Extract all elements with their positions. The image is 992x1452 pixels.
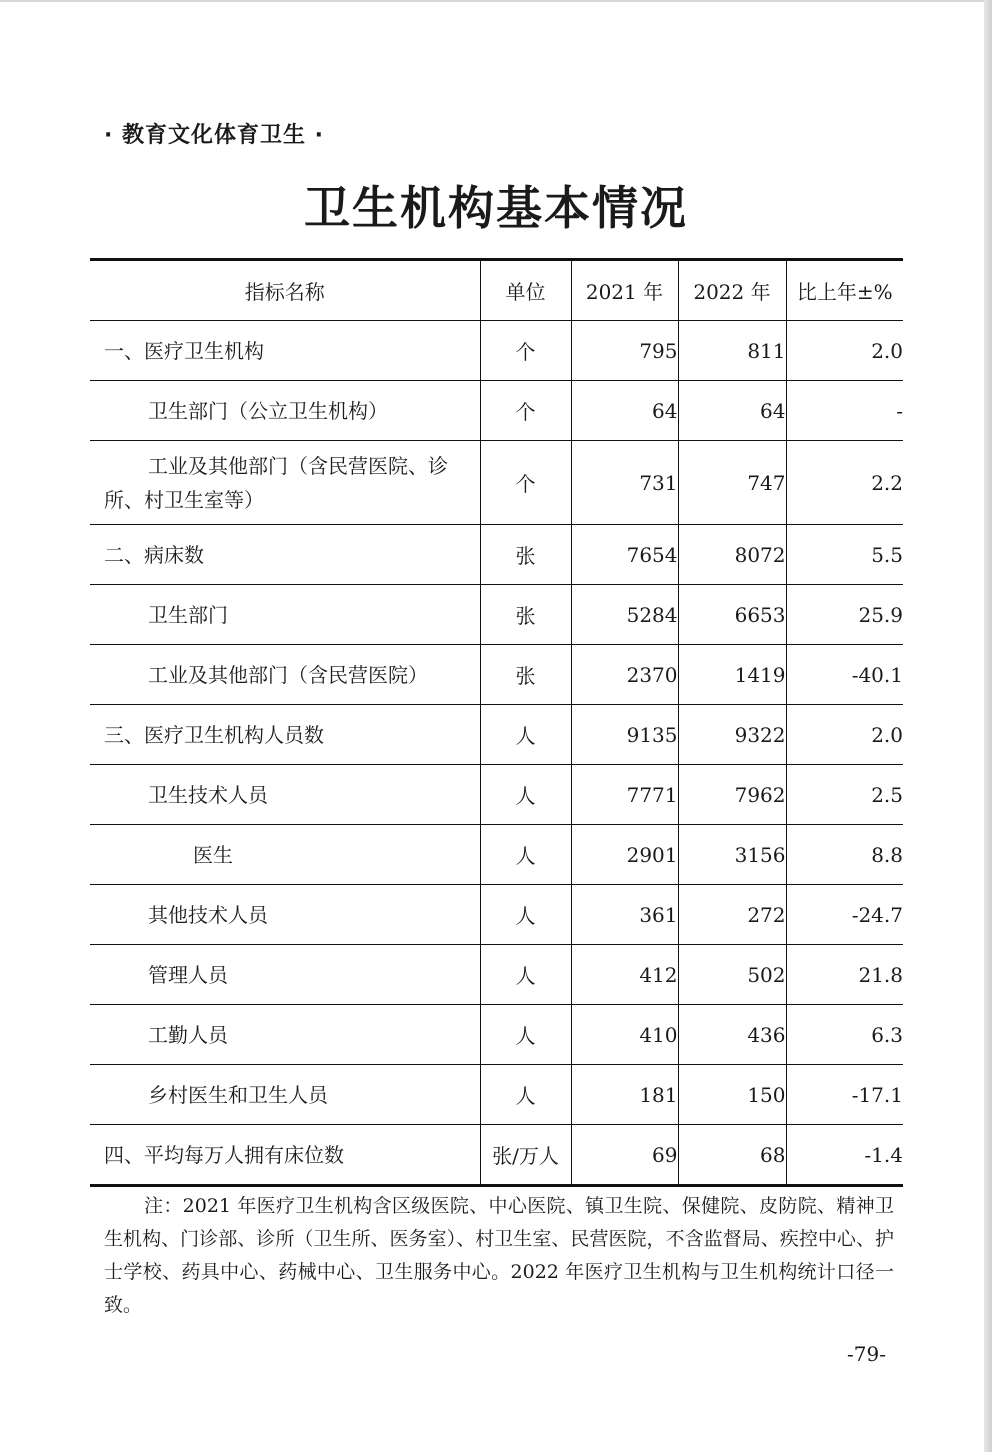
row-name: 管理人员 xyxy=(90,945,480,1005)
row-name: 卫生部门 xyxy=(90,585,480,645)
row-change: 2.0 xyxy=(786,321,903,381)
row-2021: 412 xyxy=(571,945,678,1005)
row-change: 25.9 xyxy=(786,585,903,645)
row-name: 四、平均每万人拥有床位数 xyxy=(90,1125,480,1186)
row-name: 工勤人员 xyxy=(90,1005,480,1065)
table-row xyxy=(90,1005,903,1065)
row-2022: 68 xyxy=(678,1125,786,1186)
table-row xyxy=(90,885,903,945)
row-unit: 个 xyxy=(480,381,571,441)
table-row xyxy=(90,441,903,525)
row-unit: 人 xyxy=(480,765,571,825)
row-name: 工业及其他部门（含民营医院） xyxy=(90,645,480,705)
row-change: 2.0 xyxy=(786,705,903,765)
page-title: 卫生机构基本情况 xyxy=(304,181,688,235)
header-change: 比上年±% xyxy=(786,260,903,321)
row-2021: 731 xyxy=(571,441,678,525)
row-unit: 张 xyxy=(480,585,571,645)
row-change: -24.7 xyxy=(786,885,903,945)
page-number: -79- xyxy=(847,1342,886,1366)
row-2021: 2370 xyxy=(571,645,678,705)
row-unit: 个 xyxy=(480,441,571,525)
row-unit: 人 xyxy=(480,1005,571,1065)
table-row xyxy=(90,705,903,765)
header-indicator: 指标名称 xyxy=(90,260,480,321)
header-2022: 2022 年 xyxy=(678,260,786,321)
row-2021: 2901 xyxy=(571,825,678,885)
row-2022: 7962 xyxy=(678,765,786,825)
row-unit: 人 xyxy=(480,885,571,945)
table-row xyxy=(90,585,903,645)
row-2022: 272 xyxy=(678,885,786,945)
row-unit: 个 xyxy=(480,321,571,381)
row-2021: 7654 xyxy=(571,525,678,585)
row-name: 卫生技术人员 xyxy=(90,765,480,825)
row-change: -40.1 xyxy=(786,645,903,705)
row-name: 乡村医生和卫生人员 xyxy=(90,1065,480,1125)
table-row xyxy=(90,321,903,381)
row-2022: 150 xyxy=(678,1065,786,1125)
row-name: 工业及其他部门（含民营医院、诊所、村卫生室等） xyxy=(90,441,480,525)
row-2022: 64 xyxy=(678,381,786,441)
table-row xyxy=(90,825,903,885)
row-unit: 人 xyxy=(480,945,571,1005)
table-row xyxy=(90,945,903,1005)
table-row xyxy=(90,381,903,441)
section-header: · 教育文化体育卫生 · xyxy=(104,123,325,148)
row-name: 其他技术人员 xyxy=(90,885,480,945)
row-2022: 811 xyxy=(678,321,786,381)
row-change: 21.8 xyxy=(786,945,903,1005)
row-name: 卫生部门（公立卫生机构） xyxy=(90,381,480,441)
row-2022: 1419 xyxy=(678,645,786,705)
row-2021: 5284 xyxy=(571,585,678,645)
row-change: 2.2 xyxy=(786,441,903,525)
row-2021: 410 xyxy=(571,1005,678,1065)
row-2022: 9322 xyxy=(678,705,786,765)
row-2022: 747 xyxy=(678,441,786,525)
row-2021: 69 xyxy=(571,1125,678,1186)
row-unit: 人 xyxy=(480,705,571,765)
row-unit: 人 xyxy=(480,1065,571,1125)
table-header-row xyxy=(90,260,903,321)
row-2021: 7771 xyxy=(571,765,678,825)
row-2022: 8072 xyxy=(678,525,786,585)
row-unit: 张/万人 xyxy=(480,1125,571,1186)
table-footnote: 注：2021 年医疗卫生机构含区级医院、中心医院、镇卫生院、保健院、皮防院、精神卫生机构、门诊部、诊所（卫生所、医务室）、村卫生室、民营医院，不含监督局、疾控中心、护士学校、药具中心、药械中心、卫生服务中心。2022 年医疗卫生机构与卫生机构统计口径一致。 xyxy=(104,1195,894,1316)
row-change: -1.4 xyxy=(786,1125,903,1186)
table-row xyxy=(90,525,903,585)
row-change: -17.1 xyxy=(786,1065,903,1125)
row-unit: 张 xyxy=(480,645,571,705)
row-change: 5.5 xyxy=(786,525,903,585)
row-change: 8.8 xyxy=(786,825,903,885)
header-2021: 2021 年 xyxy=(571,260,678,321)
row-2022: 3156 xyxy=(678,825,786,885)
row-change: - xyxy=(786,381,903,441)
table-row xyxy=(90,645,903,705)
table-row xyxy=(90,765,903,825)
row-name: 一、医疗卫生机构 xyxy=(90,321,480,381)
row-unit: 张 xyxy=(480,525,571,585)
row-change: 2.5 xyxy=(786,765,903,825)
row-2022: 6653 xyxy=(678,585,786,645)
row-2021: 361 xyxy=(571,885,678,945)
health-institutions-table xyxy=(90,258,903,1187)
row-2021: 9135 xyxy=(571,705,678,765)
row-2022: 436 xyxy=(678,1005,786,1065)
page-top-edge xyxy=(0,0,992,2)
row-name: 三、医疗卫生机构人员数 xyxy=(90,705,480,765)
row-2021: 181 xyxy=(571,1065,678,1125)
row-name: 二、病床数 xyxy=(90,525,480,585)
table-row xyxy=(90,1065,903,1125)
row-change: 6.3 xyxy=(786,1005,903,1065)
row-2022: 502 xyxy=(678,945,786,1005)
header-unit: 单位 xyxy=(480,260,571,321)
row-2021: 64 xyxy=(571,381,678,441)
row-2021: 795 xyxy=(571,321,678,381)
table-row xyxy=(90,1125,903,1186)
row-name: 医生 xyxy=(90,825,480,885)
row-unit: 人 xyxy=(480,825,571,885)
